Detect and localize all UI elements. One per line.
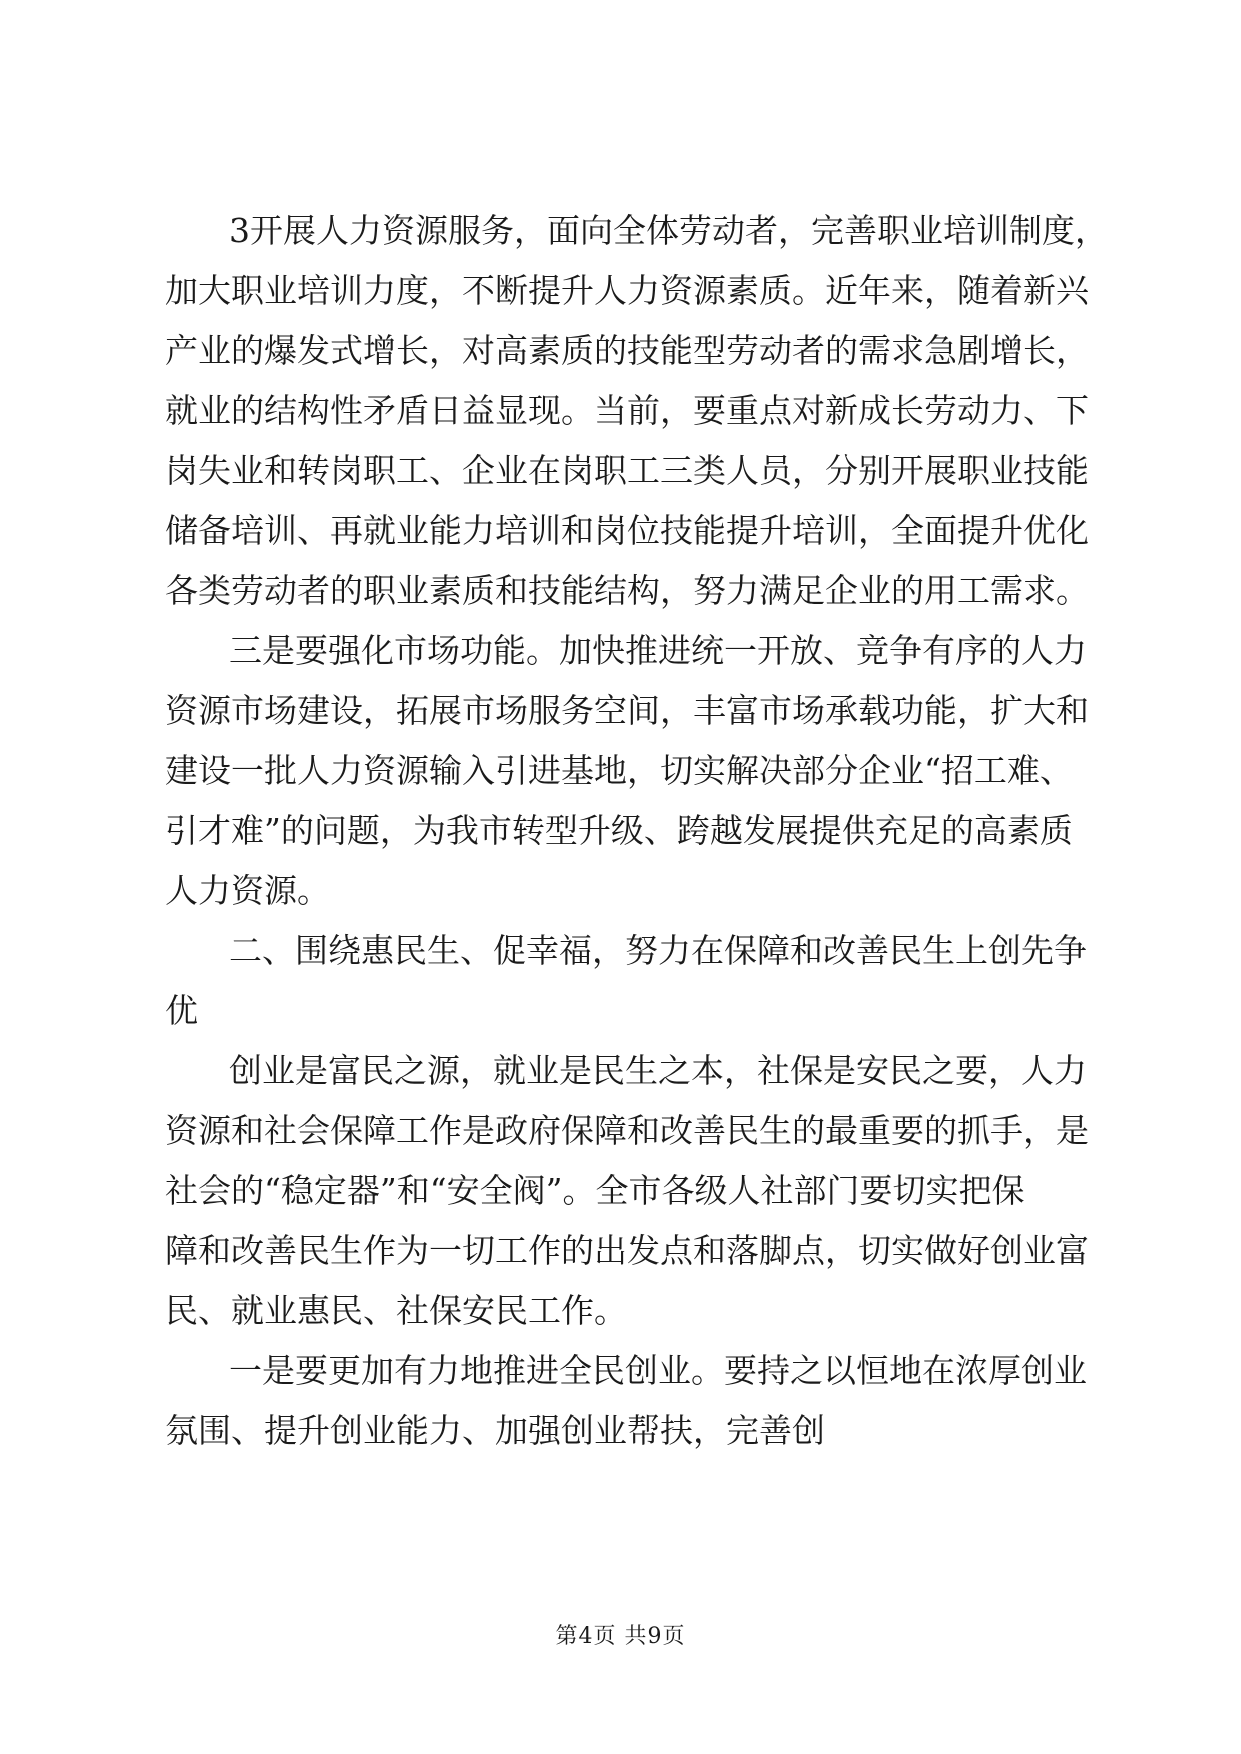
paragraph-line: 资源和社会保障工作是政府保障和改善民生的最重要的抓手，是	[165, 1111, 1089, 1150]
paragraph-line: 资源市场建设，拓展市场服务空间，丰富市场承载功能，扩大和	[165, 691, 1089, 730]
section-heading-line: 优	[165, 991, 198, 1030]
paragraph-line: 三是要强化市场功能。加快推进统一开放、竞争有序的人力	[229, 631, 1087, 670]
paragraph-line: 一是要更加有力地推进全民创业。要持之以恒地在浓厚创业	[229, 1351, 1087, 1390]
paragraph-line: 3开展人力资源服务，面向全体劳动者，完善职业培训制度，	[229, 211, 1108, 250]
paragraph-line: 民、就业惠民、社保安民工作。	[165, 1291, 627, 1330]
paragraph-line: 加大职业培训力度，不断提升人力资源素质。近年来，随着新兴	[165, 271, 1089, 310]
paragraph-line: 障和改善民生作为一切工作的出发点和落脚点，切实做好创业富	[165, 1231, 1089, 1270]
page-number-footer: 第4页 共9页	[555, 1624, 686, 1649]
paragraph-line: 储备培训、再就业能力培训和岗位技能提升培训，全面提升优化	[165, 511, 1089, 550]
paragraph-line: 氛围、提升创业能力、加强创业帮扶，完善创	[165, 1411, 825, 1450]
paragraph-line: 社会的“稳定器”和“安全阀”。全市各级人社部门要切实把保	[165, 1171, 1025, 1210]
paragraph-line: 岗失业和转岗职工、企业在岗职工三类人员，分别开展职业技能	[165, 451, 1089, 490]
paragraph-line: 产业的爆发式增长，对高素质的技能型劳动者的需求急剧增长，	[165, 331, 1089, 370]
paragraph-line: 就业的结构性矛盾日益显现。当前，要重点对新成长劳动力、下	[165, 391, 1089, 430]
paragraph-line: 引才难”的问题，为我市转型升级、跨越发展提供充足的高素质	[165, 811, 1073, 850]
section-heading-line: 二、围绕惠民生、促幸福，努力在保障和改善民生上创先争	[229, 931, 1087, 970]
paragraph-line: 人力资源。	[165, 871, 330, 910]
paragraph-line: 建设一批人力资源输入引进基地，切实解决部分企业“招工难、	[165, 751, 1073, 790]
paragraph-line: 各类劳动者的职业素质和技能结构，努力满足企业的用工需求。	[165, 571, 1089, 610]
paragraph-line: 创业是富民之源，就业是民生之本，社保是安民之要，人力	[229, 1051, 1087, 1090]
